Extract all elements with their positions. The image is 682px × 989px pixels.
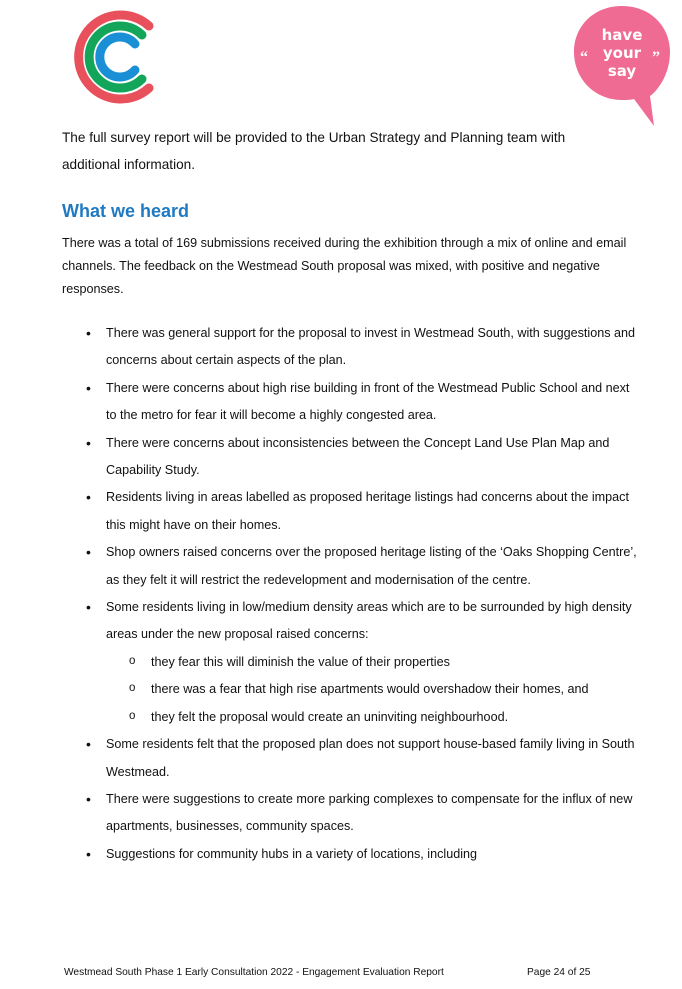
intro-paragraph: The full survey report will be provided to the Urban Strategy and Planning team with additional information. [62,130,566,172]
bullet-item: • Shop owners raised concerns over the proposed heritage listing of the ‘Oaks Shopping Centre’, as they felt it will restrict the redevelopment and modernisation of the centre. [0,539,682,594]
have-your-say-bubble-icon [572,4,672,128]
sub-bullet-item: o they felt the proposal would create an uninviting neighbourhood. [106,704,642,731]
svg-text:“: “ [580,49,588,66]
footer-page-number: Page 24 of 25 [527,967,591,978]
logo-word-say: say [607,62,637,80]
sub-bullet-list [106,649,642,731]
bullet-item: • There were suggestions to create more parking complexes to compensate for the influx of new apartments, businesses, community spaces. [0,786,682,841]
sub-bullet-item: o they fear this will diminish the value of their properties [106,649,642,676]
bullet-item: • Residents living in areas labelled as proposed heritage listings had concerns about the impact this might have on their homes. [0,484,682,539]
logo-word-your: your [602,44,642,62]
section-paragraph: There was a total of 169 submissions received during the exhibition through a mix of online and email channels. The feedback on the Westmead South proposal was mixed, with positive and negative responses. [62,236,627,296]
bullet-item: • There was general support for the proposal to invest in Westmead South, with suggestions and concerns about certain aspects of the plan. [0,320,682,375]
footer-report-title: Westmead South Phase 1 Early Consultation 2022 - Engagement Evaluation Report [64,967,444,978]
section-heading: What we heard [62,201,190,221]
bullet-item: • Some residents felt that the proposed plan does not support house-based family living in South Westmead. [0,731,682,786]
bullet-item: • There were concerns about high rise building in front of the Westmead Public School and next to the metro for fear it will become a highly congested area. [0,375,682,430]
bullet-item: • Some residents living in low/medium density areas which are to be surrounded by high density areas under the new proposal raised concerns: o they fear this will diminish the value of their properties o there was a fear that high rise apartments would overshadow their homes, and o they felt the proposal would create an uninviting neighbourhood. [0,594,682,731]
feedback-bullet-list [0,320,682,868]
council-c-logo-icon [66,8,162,106]
logo-word-have: have [601,26,643,44]
svg-text:”: ” [652,49,660,66]
bullet-item: • There were concerns about inconsistencies between the Concept Land Use Plan Map and Capability Study. [0,430,682,485]
sub-bullet-item: o there was a fear that high rise apartments would overshadow their homes, and [106,676,642,703]
bullet-item: • Suggestions for community hubs in a variety of locations, including [0,841,682,868]
